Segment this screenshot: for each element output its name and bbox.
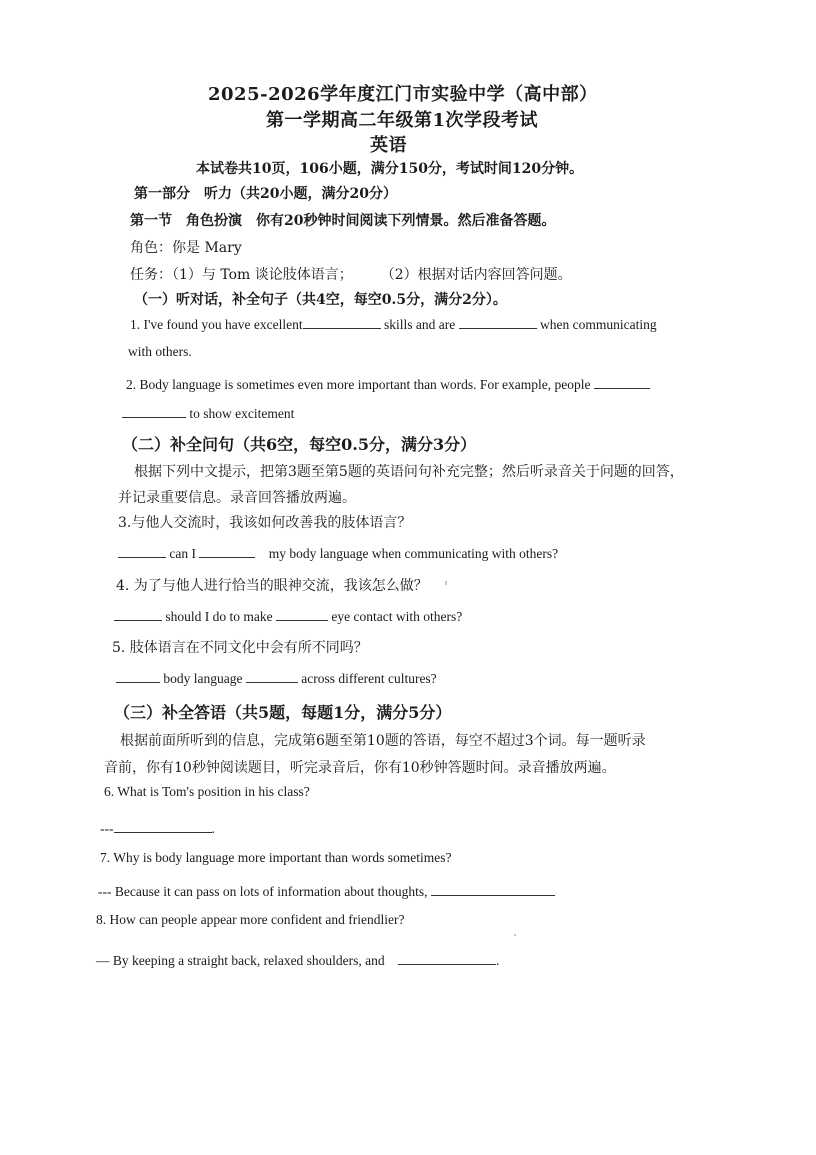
q7-answer (98, 881, 555, 900)
q7-blank[interactable] (431, 881, 555, 896)
question-7: 7. Why is body language more important than words sometimes? (100, 850, 452, 865)
q6-blank[interactable] (114, 818, 212, 833)
role-line: 角色：你是 Mary (130, 240, 242, 256)
q6-answer-prefix: --- (100, 821, 114, 836)
q4-chinese-prompt: 4. 为了与他人进行恰当的眼神交流，我该怎么做？ (116, 578, 428, 594)
q3-blank-2[interactable] (199, 543, 255, 558)
q4-blank-2[interactable] (276, 606, 328, 621)
question-8: 8. How can people appear more confident and friendlier? (96, 912, 405, 927)
question-1 (130, 314, 657, 333)
part1-heading: 第一部分 听力（共20小题，满分20分） (134, 186, 397, 202)
q3-blank-1[interactable] (118, 543, 166, 558)
q2-text-b: to show excitement (189, 406, 295, 421)
question-3 (118, 543, 558, 562)
scan-speck (514, 934, 516, 936)
scan-speck (445, 581, 447, 585)
question-5 (116, 668, 437, 687)
q4-blank-1[interactable] (114, 606, 162, 621)
exam-subject: 英语 (370, 135, 407, 156)
q8-answer: — By keeping a straight back, relaxed shoulders, and . (96, 950, 499, 969)
sub2-heading: （二）补全问句（共6空，每空0.5分，满分3分） (122, 435, 477, 454)
q1-blank-1[interactable] (303, 314, 381, 329)
sub3-instruction-1: 根据前面所听到的信息，完成第6题至第10题的答语，每空不超过3个词。每一题听录 (120, 733, 646, 749)
q3-text-a: can I (169, 546, 196, 561)
q1-blank-2[interactable] (459, 314, 537, 329)
q5-blank-2[interactable] (246, 668, 298, 683)
exam-title-line1: 2025-2026学年度江门市实验中学（高中部） (208, 84, 598, 105)
q7-answer-text: --- Because it can pass on lots of information about thoughts, (98, 884, 428, 899)
question-4 (114, 606, 462, 625)
sub3-instruction-2: 音前，你有10秒钟阅读题目，听完录音后，你有10秒钟答题时间。录音播放两遍。 (104, 760, 616, 776)
q1-text-c: when communicating (539, 317, 657, 332)
question-6: 6. What is Tom's position in his class? (104, 784, 310, 799)
q5-chinese-prompt: 5. 肢体语言在不同文化中会有所不同吗？ (112, 640, 368, 656)
sub2-instruction-1: 根据下列中文提示，把第3题至第5题的英语问句补充完整；然后听录音关于问题的回答， (134, 464, 684, 480)
q4-text-b: eye contact with others? (331, 609, 463, 624)
q3-text-b: my body language when communicating with others? (268, 546, 559, 561)
section1-heading: 第一节 角色扮演 你有20秒钟时间阅读下列情景。然后准备答题。 (130, 213, 556, 229)
exam-info: 本试卷共10页，106小题，满分150分，考试时间120分钟。 (196, 161, 584, 177)
q3-chinese-prompt: 3.与他人交流时，我该如何改善我的肢体语言？ (118, 515, 412, 531)
q5-text-b: across different cultures? (301, 671, 437, 686)
q5-blank-1[interactable] (116, 668, 160, 683)
exam-title-line2: 第一学期高二年级第1次学段考试 (266, 110, 539, 131)
q1-text-a: 1. I've found you have excellent (130, 317, 303, 332)
q5-text-a: body language (163, 671, 243, 686)
q2-blank-2[interactable] (122, 403, 186, 418)
task-line: 任务：（1）与 Tom 谈论肢体语言； （2）根据对话内容回答问题。 (130, 267, 572, 283)
q2-text-a: 2. Body language is sometimes even more important than words. For example, people (126, 377, 591, 392)
q1-text-b: skills and are (384, 317, 456, 332)
q8-answer-text: — By keeping a straight back, relaxed shoulders, and (96, 953, 385, 968)
q4-text-a: should I do to make (165, 609, 273, 624)
sub1-heading: （一）听对话，补全句子（共4空，每空0.5分，满分2分）。 (134, 292, 507, 308)
question-2 (126, 374, 650, 393)
q2-blank-1[interactable] (594, 374, 650, 389)
q1-continuation: with others. (128, 344, 192, 359)
q8-blank[interactable] (398, 950, 496, 965)
q6-answer: --- . (100, 818, 215, 837)
sub3-heading: （三）补全答语（共5题，每题1分，满分5分） (114, 703, 452, 722)
sub2-instruction-2: 并记录重要信息。录音回答播放两遍。 (118, 490, 356, 506)
question-2-line2 (122, 403, 294, 422)
